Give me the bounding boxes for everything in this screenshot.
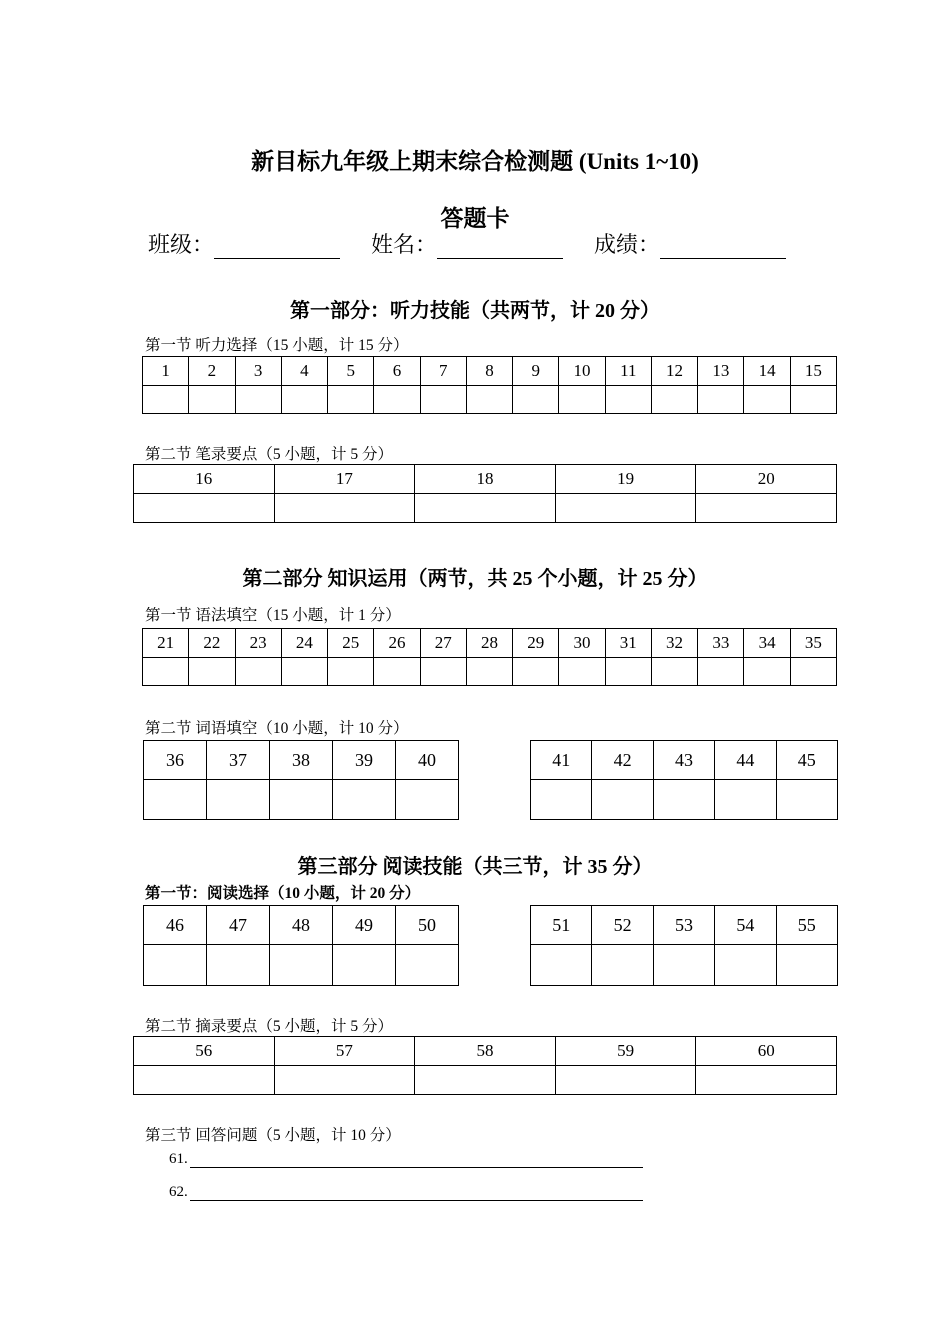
answer-cell[interactable]: [189, 386, 235, 414]
question-number-cell: 51: [531, 906, 592, 945]
question-number-cell: 5: [328, 357, 374, 386]
part2-title: 第二部分 知识运用（两节，共 25 个小题，计 25 分）: [242, 568, 708, 590]
question-number-cell: 2: [189, 357, 235, 386]
answer-cell[interactable]: [134, 494, 275, 523]
question-number-cell: 29: [513, 629, 559, 658]
question-number-cell: 3: [235, 357, 281, 386]
question-number-cell: 54: [715, 906, 776, 945]
answer-cell[interactable]: [696, 494, 837, 523]
answer-cell[interactable]: [651, 658, 697, 686]
question-number-cell: 1: [143, 357, 189, 386]
answer-cell[interactable]: [744, 386, 790, 414]
part2-section2-table-right: [530, 740, 838, 820]
answer-cell[interactable]: [592, 780, 653, 820]
question-number-cell: 22: [189, 629, 235, 658]
answer-cell[interactable]: [144, 945, 207, 986]
question-number-cell: 55: [776, 906, 837, 945]
question-number-cell: 52: [592, 906, 653, 945]
answer-cell[interactable]: [143, 658, 189, 686]
answer-number: 61.: [169, 1151, 188, 1167]
question-number-cell: 50: [396, 906, 459, 945]
answer-cell[interactable]: [134, 1066, 275, 1095]
answer-blank[interactable]: [190, 1185, 643, 1201]
question-number-cell: 56: [134, 1037, 275, 1066]
answer-line-61[interactable]: [169, 1151, 643, 1168]
question-number-cell: 23: [235, 629, 281, 658]
class-field: [148, 228, 340, 259]
question-number-cell: 53: [653, 906, 714, 945]
question-number-cell: 48: [270, 906, 333, 945]
answer-cell[interactable]: [420, 386, 466, 414]
answer-cell[interactable]: [374, 658, 420, 686]
score-field: [594, 228, 786, 259]
answer-cell[interactable]: [513, 658, 559, 686]
question-number-cell: 46: [144, 906, 207, 945]
question-number-cell: 8: [466, 357, 512, 386]
answer-cell[interactable]: [592, 945, 653, 986]
answer-cell[interactable]: [396, 945, 459, 986]
answer-cell[interactable]: [776, 780, 837, 820]
question-number-cell: 28: [466, 629, 512, 658]
question-number-cell: 35: [790, 629, 836, 658]
question-number-cell: 31: [605, 629, 651, 658]
name-blank[interactable]: [437, 232, 563, 259]
part2-section1-table: [142, 628, 837, 686]
answer-cell[interactable]: [513, 386, 559, 414]
question-number-cell: 16: [134, 465, 275, 494]
question-number-cell: 43: [653, 741, 714, 780]
question-number-cell: 42: [592, 741, 653, 780]
question-number-cell: 6: [374, 357, 420, 386]
question-number-cell: 40: [396, 741, 459, 780]
part3-section2-table: [133, 1036, 837, 1095]
answer-line-62[interactable]: [169, 1184, 643, 1201]
part2-section1-label: 第一节 语法填空（15 小题，计 1 分）: [145, 607, 401, 624]
part2-section2-table-left: [143, 740, 459, 820]
answer-cell[interactable]: [328, 386, 374, 414]
answer-cell[interactable]: [744, 658, 790, 686]
question-number-cell: 33: [698, 629, 744, 658]
name-label: 姓名：: [371, 233, 438, 258]
class-blank[interactable]: [214, 232, 340, 259]
question-number-cell: 36: [144, 741, 207, 780]
name-field: [371, 228, 563, 259]
answer-cell[interactable]: [420, 658, 466, 686]
question-number-cell: 34: [744, 629, 790, 658]
answer-cell[interactable]: [235, 386, 281, 414]
question-number-cell: 24: [281, 629, 327, 658]
class-label: 班级：: [148, 233, 215, 258]
answer-cell[interactable]: [415, 1066, 556, 1095]
question-number-cell: 20: [696, 465, 837, 494]
answer-cell[interactable]: [531, 780, 592, 820]
answer-cell[interactable]: [281, 658, 327, 686]
part1-section1-table: [142, 356, 837, 414]
answer-cell[interactable]: [281, 386, 327, 414]
score-label: 成绩：: [594, 233, 661, 258]
part1-section2-table: [133, 464, 837, 523]
answer-cell[interactable]: [333, 945, 396, 986]
question-number-cell: 32: [651, 629, 697, 658]
question-number-cell: 10: [559, 357, 605, 386]
answer-cell[interactable]: [531, 945, 592, 986]
question-number-cell: 44: [715, 741, 776, 780]
answer-cell[interactable]: [698, 386, 744, 414]
question-number-cell: 41: [531, 741, 592, 780]
question-number-cell: 19: [555, 465, 696, 494]
question-number-cell: 15: [790, 357, 836, 386]
part3-section1-label: 第一节：阅读选择（10 小题，计 20 分）: [145, 885, 421, 902]
part2-section2-label: 第二节 词语填空（10 小题，计 10 分）: [145, 720, 409, 737]
info-row: [148, 228, 810, 259]
page-title: 新目标九年级上期末综合检测题 (Units 1~10): [251, 149, 699, 174]
answer-cell[interactable]: [559, 386, 605, 414]
answer-cell[interactable]: [715, 945, 776, 986]
question-number-cell: 37: [207, 741, 270, 780]
answer-cell[interactable]: [715, 780, 776, 820]
answer-cell[interactable]: [605, 658, 651, 686]
answer-cell[interactable]: [207, 780, 270, 820]
question-number-cell: 38: [270, 741, 333, 780]
answer-cell[interactable]: [143, 386, 189, 414]
part3-section1-table-left: [143, 905, 459, 986]
question-number-cell: 7: [420, 357, 466, 386]
question-number-cell: 60: [696, 1037, 837, 1066]
question-number-cell: 47: [207, 906, 270, 945]
question-number-cell: 49: [333, 906, 396, 945]
page-subtitle: 答题卡: [440, 206, 510, 231]
answer-cell[interactable]: [270, 945, 333, 986]
answer-cell[interactable]: [466, 386, 512, 414]
question-number-cell: 30: [559, 629, 605, 658]
answer-cell[interactable]: [559, 658, 605, 686]
answer-cell[interactable]: [653, 780, 714, 820]
question-number-cell: 14: [744, 357, 790, 386]
answer-cell[interactable]: [396, 780, 459, 820]
answer-cell[interactable]: [653, 945, 714, 986]
answer-cell[interactable]: [651, 386, 697, 414]
part1-section2-label: 第二节 笔录要点（5 小题，计 5 分）: [145, 446, 394, 463]
answer-number: 62.: [169, 1184, 188, 1200]
answer-cell[interactable]: [189, 658, 235, 686]
question-number-cell: 18: [415, 465, 556, 494]
part3-section3-label: 第三节 回答问题（5 小题，计 10 分）: [145, 1127, 401, 1144]
score-blank[interactable]: [660, 232, 786, 259]
part1-section1-label: 第一节 听力选择（15 小题，计 15 分）: [145, 337, 409, 354]
answer-cell[interactable]: [415, 494, 556, 523]
answer-cell[interactable]: [790, 386, 836, 414]
answer-cell[interactable]: [776, 945, 837, 986]
question-number-cell: 4: [281, 357, 327, 386]
answer-cell[interactable]: [374, 386, 420, 414]
question-number-cell: 25: [328, 629, 374, 658]
answer-cell[interactable]: [696, 1066, 837, 1095]
answer-cell[interactable]: [698, 658, 744, 686]
answer-cell[interactable]: [274, 1066, 415, 1095]
question-number-cell: 57: [274, 1037, 415, 1066]
question-number-cell: 58: [415, 1037, 556, 1066]
answer-cell[interactable]: [270, 780, 333, 820]
part1-title: 第一部分：听力技能（共两节，计 20 分）: [290, 300, 660, 322]
question-number-cell: 45: [776, 741, 837, 780]
answer-cell[interactable]: [466, 658, 512, 686]
question-number-cell: 12: [651, 357, 697, 386]
question-number-cell: 17: [274, 465, 415, 494]
answer-cell[interactable]: [328, 658, 374, 686]
question-number-cell: 11: [605, 357, 651, 386]
part3-title: 第三部分 阅读技能（共三节，计 35 分）: [297, 856, 653, 878]
answer-cell[interactable]: [207, 945, 270, 986]
question-number-cell: 39: [333, 741, 396, 780]
answer-cell[interactable]: [790, 658, 836, 686]
answer-cell[interactable]: [555, 1066, 696, 1095]
question-number-cell: 13: [698, 357, 744, 386]
question-number-cell: 26: [374, 629, 420, 658]
answer-cell[interactable]: [235, 658, 281, 686]
question-number-cell: 9: [513, 357, 559, 386]
answer-cell[interactable]: [144, 780, 207, 820]
answer-cell[interactable]: [274, 494, 415, 523]
answer-blank[interactable]: [190, 1152, 643, 1168]
part3-section2-label: 第二节 摘录要点（5 小题，计 5 分）: [145, 1014, 397, 1037]
answer-cell[interactable]: [333, 780, 396, 820]
answer-cell[interactable]: [555, 494, 696, 523]
question-number-cell: 27: [420, 629, 466, 658]
part3-section1-table-right: [530, 905, 838, 986]
question-number-cell: 59: [555, 1037, 696, 1066]
question-number-cell: 21: [143, 629, 189, 658]
answer-cell[interactable]: [605, 386, 651, 414]
